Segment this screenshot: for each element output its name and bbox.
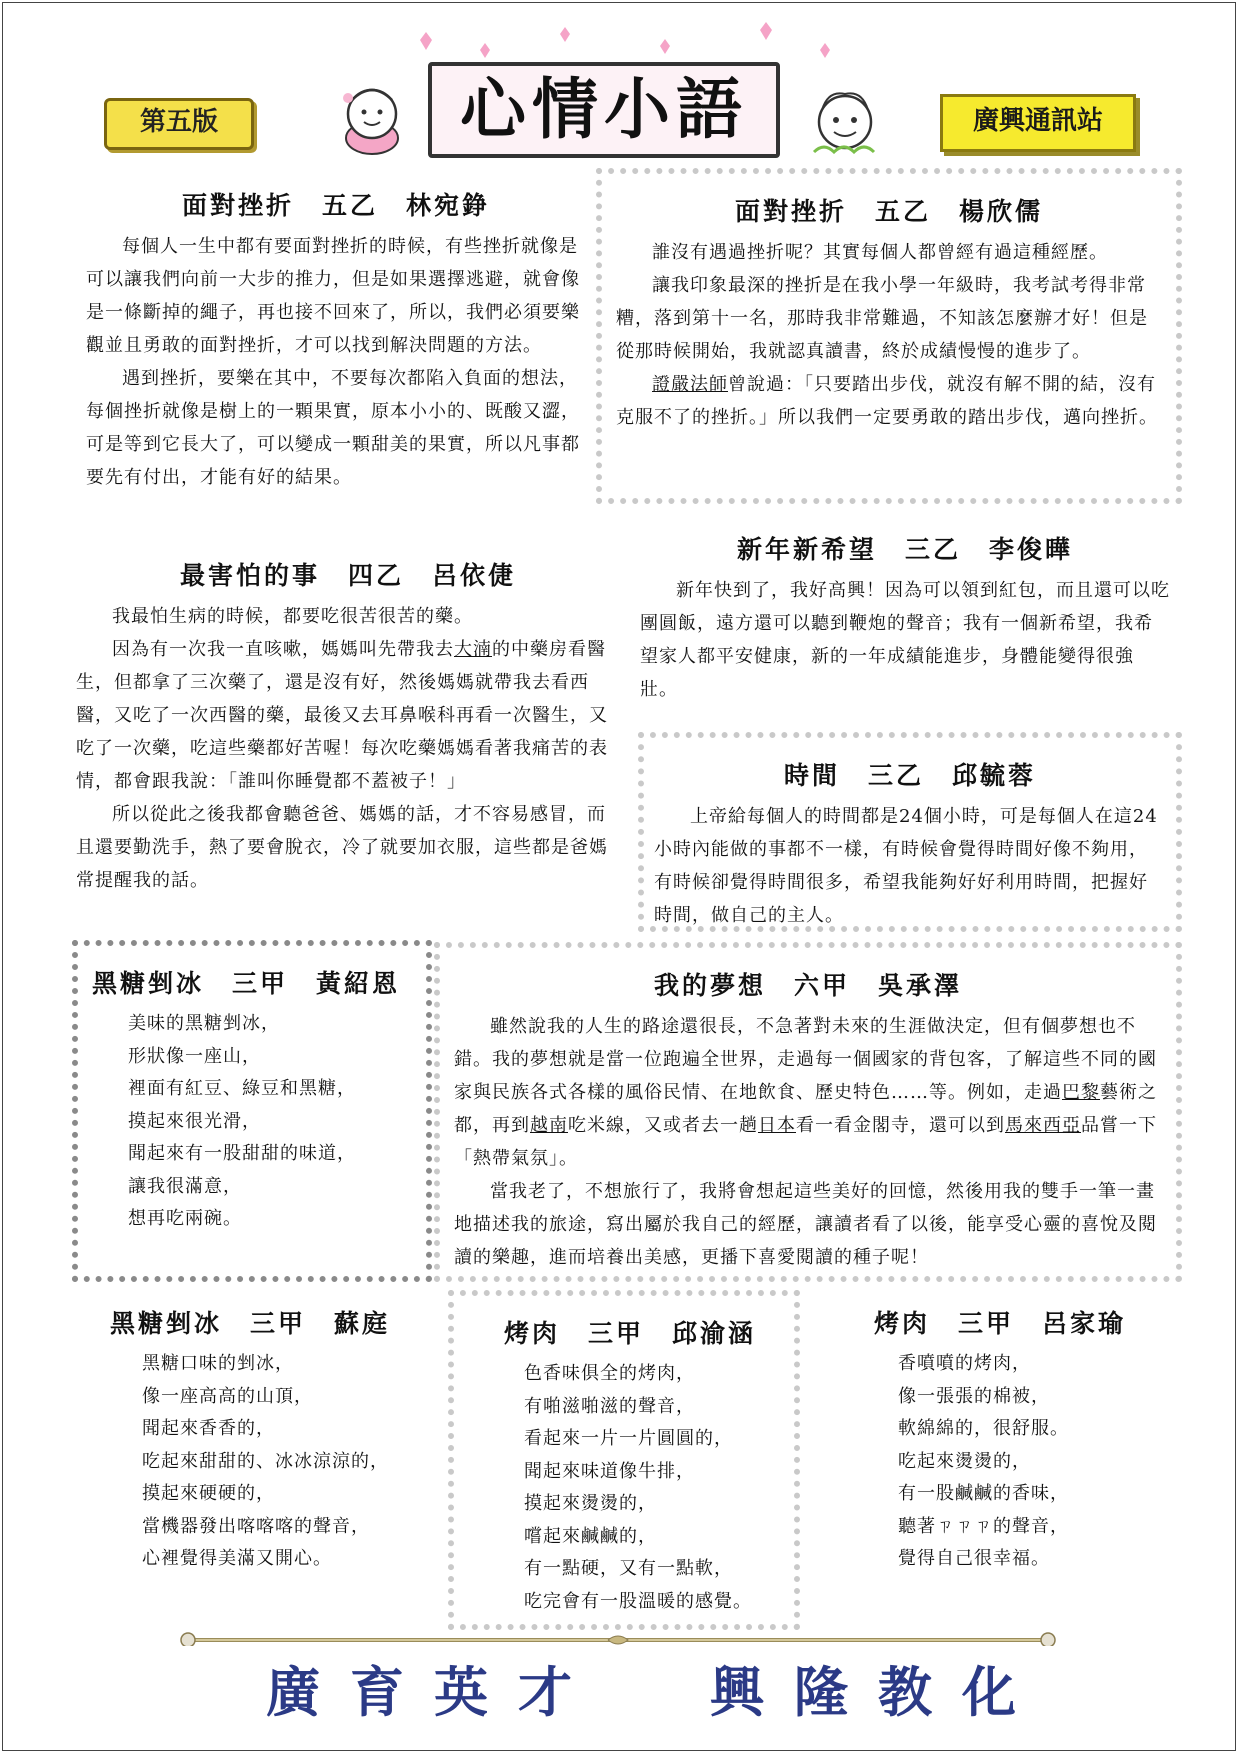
poem-line: 有一點硬，又有一點軟，: [524, 1558, 733, 1579]
place-name: 日本: [758, 1115, 796, 1136]
ornamental-divider-icon: [178, 1632, 1058, 1646]
poem-line: 心裡覺得美滿又開心。: [142, 1548, 332, 1569]
station-badge: 廣興通訊站: [940, 94, 1136, 152]
poem-line: 像一張張的棉被，: [898, 1385, 1050, 1407]
article-new-year-wish: [640, 530, 1170, 706]
poem-line: 有啪滋啪滋的聲音，: [524, 1395, 695, 1417]
article-paragraph: 讓我印象最深的挫折是在我小學一年級時，我考試考得非常糟，落到第十一名，那時我非常難過，不知該怎麼辦才好！但是從那時候開始，我就認真讀書，終於成績慢慢的進步了。: [616, 275, 1148, 362]
paragraph-text: 雖然說我的人生的路途還很長，不急著對未來的生涯做決定，但有個夢想也不錯。我的夢想就是當一位跑遍全世界，走過每一個國家的背包客，了解這些不同的國家與民族各式各樣的風俗民情、在地飲食、歷史特色……等。例如，走過: [454, 1016, 1157, 1103]
article-brown-sugar-ice-su: [110, 1304, 440, 1576]
paragraph-text: 藝術之都，再到: [454, 1082, 1157, 1136]
poem-line: 摸起來很光滑，: [128, 1110, 261, 1132]
article-my-dream: [434, 942, 1182, 1282]
poem-line: 聽著ㄗㄗㄗ的聲音，: [898, 1515, 1069, 1537]
poem-line: 吃起來燙燙的，: [898, 1450, 1031, 1472]
main-title-frame: [428, 62, 780, 158]
poem-line: 香噴噴的烤肉，: [898, 1353, 1031, 1374]
article-paragraph: 遇到挫折，要樂在其中，不要每次都陷入負面的想法，每個挫折就像是樹上的一顆果實，原本小小的、既酸又澀，可是等到它長大了，可以變成一顆甜美的果實，所以凡事都要先有付出，才能有好的結果。: [86, 368, 580, 488]
article-title: 最害怕的事 四乙 呂依倢: [179, 561, 516, 590]
paragraph-text: 品嘗一下「熱帶氣氛」。: [454, 1115, 1157, 1169]
poem-line: 看起來一片一片圓圓的，: [524, 1428, 733, 1449]
poem-line: 摸起來燙燙的，: [524, 1493, 657, 1514]
paragraph-text: 因為有一次我一直咳嗽，媽媽叫先帶我去: [112, 639, 454, 660]
poem-line: 聞起來味道像牛排，: [524, 1460, 695, 1482]
poem-line: 覺得自己很幸福。: [898, 1548, 1050, 1569]
place-name: 巴黎: [1062, 1082, 1100, 1103]
poem-line: 吃完會有一股溫暖的感覺。: [524, 1590, 752, 1612]
poem-line: 像一座高高的山頂，: [142, 1385, 313, 1407]
article-barbecue-lu: [874, 1304, 1194, 1576]
poem-line: 黑糖口味的剉冰，: [142, 1353, 294, 1374]
article-title: 時間 三乙 邱毓蓉: [783, 761, 1036, 790]
article-facing-setbacks-lin: [86, 186, 586, 494]
footer-motto-left: 廣育英才: [266, 1660, 602, 1724]
article-title: 烤肉 三甲 邱渝涵: [504, 1319, 757, 1348]
article-paragraph: 上帝給每個人的時間都是24個小時，可是每個人在這24小時內能做的事都不一樣，有時候會覺得時間好像不夠用，有時候卻覺得時間很多，希望我能夠好好利用時間，把握好時間，做自己的主人。: [654, 806, 1158, 926]
article-title: 黑糖剉冰 三甲 黃紹恩: [92, 969, 401, 998]
edition-badge: 第五版: [104, 98, 254, 150]
poem-line: 當機器發出喀喀喀的聲音，: [142, 1515, 370, 1537]
article-time: [638, 732, 1182, 932]
article-facing-setbacks-yang: [596, 168, 1182, 504]
article-title: 面對挫折 五乙 林宛錚: [181, 191, 490, 220]
poem-line: 軟綿綿的，很舒服。: [898, 1418, 1069, 1439]
article-paragraph: [76, 633, 620, 798]
poem-line: 美味的黑糖剉冰，: [128, 1013, 280, 1034]
article-paragraph: [454, 1010, 1162, 1175]
article-title: 面對挫折 五乙 楊欣儒: [734, 197, 1043, 226]
poem-line: 形狀像一座山，: [128, 1045, 261, 1067]
poem-line: 聞起來有一股甜甜的味道，: [128, 1143, 356, 1164]
poem-line: 有一股鹹鹹的香味，: [898, 1483, 1069, 1504]
footer-motto-right: 興隆教化: [710, 1660, 1046, 1724]
article-barbecue-qiu: [448, 1290, 800, 1630]
article-brown-sugar-ice-huang: [72, 940, 432, 1282]
article-paragraph: 當我老了，不想旅行了，我將會想起這些美好的回憶，然後用我的雙手一筆一畫地描述我的旅途，寫出屬於我自己的經歷，讓讀者看了以後，能享受心靈的喜悅及閱讀的樂趣，進而培養出美感，更播下喜愛閱讀的種子呢！: [454, 1181, 1157, 1268]
article-title: 新年新希望 三乙 李俊曄: [736, 535, 1073, 564]
poem-line: 嚐起來鹹鹹的，: [524, 1525, 657, 1547]
person-name: 證嚴法師: [652, 374, 728, 395]
paragraph-text: 看一看金閣寺，還可以到: [796, 1115, 1005, 1136]
smiley-boy-icon: [800, 80, 890, 160]
article-paragraph: [616, 368, 1162, 434]
poem-line: 色香味俱全的烤肉，: [524, 1363, 695, 1384]
smiley-girl-icon: [330, 78, 420, 158]
article-most-feared-thing: [76, 556, 620, 897]
poem-line: 想再吃兩碗。: [128, 1208, 242, 1229]
paragraph-text: 的中藥房看醫生，但都拿了三次藥了，還是沒有好，然後媽媽就帶我去看西醫，又吃了一次西醫的藥，最後又去耳鼻喉科再看一次醫生，又吃了一次藥，吃這些藥都好苦喔！每次吃藥媽媽看著我痛苦的表情，都會跟我說：「誰叫你睡覺都不蓋被子！」: [76, 639, 608, 792]
article-paragraph: 所以從此之後我都會聽爸爸、媽媽的話，才不容易感冒，而且還要勤洗手，熱了要會脫衣，冷了就要加衣服，這些都是爸媽常提醒我的話。: [76, 804, 608, 891]
poem-line: 吃起來甜甜的、冰冰涼涼的，: [142, 1450, 389, 1472]
article-title: 黑糖剉冰 三甲 蘇庭: [110, 1309, 391, 1338]
place-name: 越南: [530, 1115, 568, 1136]
article-title: 我的夢想 六甲 吳承澤: [653, 971, 962, 1000]
paragraph-text: 吃米線，又或者去一趟: [568, 1115, 758, 1136]
paragraph-text: 曾說過：「只要踏出步伐，就沒有解不開的結，沒有克服不了的挫折。」所以我們一定要勇敢的踏出步伐，邁向挫折。: [616, 374, 1158, 428]
article-paragraph: 新年快到了，我好高興！因為可以領到紅包，而且還可以吃團圓飯，遠方還可以聽到鞭炮的聲音；我有一個新希望，我希望家人都平安健康，新的一年成績能進步，身體能變得很強壯。: [640, 580, 1170, 700]
place-name: 大湳: [454, 639, 492, 660]
page-title: 心情小語: [460, 71, 748, 148]
article-paragraph: 誰沒有遇過挫折呢？其實每個人都曾經有過這種經歷。: [652, 242, 1108, 263]
poem-line: 裡面有紅豆、綠豆和黑糖，: [128, 1078, 356, 1099]
article-title: 烤肉 三甲 呂家瑜: [874, 1309, 1127, 1338]
place-name: 馬來西亞: [1005, 1115, 1081, 1136]
article-paragraph: 我最怕生病的時候，都要吃很苦很苦的藥。: [112, 606, 473, 627]
poem-line: 聞起來香香的，: [142, 1418, 275, 1439]
poem-line: 讓我很滿意，: [128, 1175, 242, 1197]
article-paragraph: 每個人一生中都有要面對挫折的時候，有些挫折就像是可以讓我們向前一大步的推力，但是如果選擇逃避，就會像是一條斷掉的繩子，再也接不回來了，所以，我們必須要樂觀並且勇敢的面對挫折，才可以找到解決問題的方法。: [86, 236, 580, 356]
poem-line: 摸起來硬硬的，: [142, 1483, 275, 1504]
